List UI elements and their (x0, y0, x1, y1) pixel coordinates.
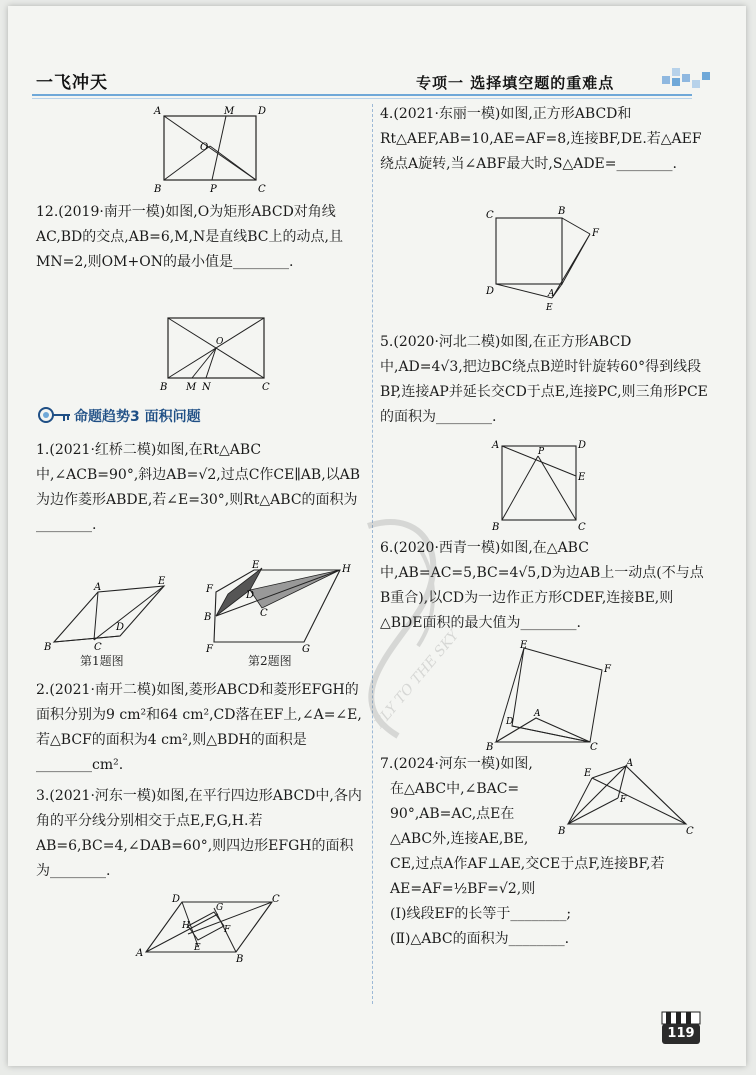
question-2-text: 2.(2021·南开二模)如图,菱形ABCD和菱形EFGH的面积分别为9 cm²和64 cm²,CD落在EF上,∠A=∠E,若△BCF的面积为4 cm²,则△BDH的面积是________cm². (36, 682, 362, 773)
svg-text:F: F (620, 795, 627, 805)
svg-text:H: H (342, 564, 351, 575)
svg-text:O: O (200, 142, 209, 153)
svg-text:E: E (194, 943, 201, 953)
question-1-text: 1.(2021·红桥二模)如图,在Rt△ABC中,∠ACB=90°,斜边AB=√2,过点C作CE∥AB,以AB为边作菱形ABDE,若∠E=30°,则Rt△ABC的面积为________. (36, 442, 361, 533)
svg-text:B: B (558, 206, 566, 217)
header-grid-icon (662, 68, 712, 94)
question-3-text: 3.(2021·河东一模)如图,在平行四边形ABCD中,各内角的平分线分别相交于点E,F,G,H.若AB=6,BC=4,∠DAB=60°,则四边形EFGH的面积为________. (36, 788, 362, 879)
question-7-part2: (Ⅱ)△ABC的面积为________. (390, 931, 570, 947)
svg-text:C: C (258, 184, 266, 195)
svg-text:E: E (584, 768, 592, 779)
svg-text:C: C (590, 742, 598, 753)
svg-text:F: F (206, 584, 213, 595)
svg-text:C: C (578, 522, 586, 533)
svg-text:H: H (182, 921, 190, 931)
svg-text:G: G (302, 644, 310, 655)
svg-text:D: D (506, 717, 514, 727)
svg-text:E: E (252, 560, 260, 571)
question-4 (380, 102, 714, 177)
topic-title: 专项一 选择填空题的重难点 (416, 74, 615, 92)
svg-text:F: F (224, 925, 231, 935)
svg-text:A: A (534, 709, 541, 719)
svg-text:O: O (216, 337, 224, 347)
svg-text:C: C (272, 894, 280, 905)
svg-text:FLY TO THE SKY: FLY TO THE SKY (371, 627, 463, 732)
figure-q1-rhombus (42, 576, 172, 652)
svg-text:E: E (578, 472, 586, 483)
header-rule-thin (32, 98, 692, 99)
svg-text:G: G (216, 903, 224, 913)
question-7-part1: (Ⅰ)线段EF的长等于________; (390, 906, 572, 922)
svg-text:C: C (486, 210, 494, 221)
svg-text:A: A (626, 758, 634, 769)
svg-text:A: A (154, 106, 162, 117)
svg-text:C: C (262, 382, 270, 393)
question-6-text: 6.(2020·西青一模)如图,在△ABC中,AB=AC=5,BC=4√5,D为边AB上一动点(不与点B重合),以CD为一边作正方形CDEF,连接BE,则△BDE面积的最大值为________. (380, 540, 704, 631)
figure-q4-square (482, 204, 612, 313)
svg-text:F: F (604, 664, 611, 675)
svg-text:F: F (206, 644, 213, 655)
question-7-line1: 7.(2024·河东一模)如图, (380, 756, 533, 772)
caption-figure-1: 第1题图 (80, 654, 124, 668)
svg-text:A: A (548, 289, 555, 299)
svg-text:A: A (94, 582, 102, 593)
question-12-text: 12.(2019·南开一模)如图,O为矩形ABCD对角线AC,BD的交点,AB=6,M,N是直线BC上的动点,且MN=2,则OM+ON的最小值是________. (36, 204, 343, 270)
question-5 (380, 330, 714, 430)
watermark-logo (308, 506, 488, 746)
svg-text:D: D (258, 106, 267, 117)
svg-text:D: D (246, 590, 255, 601)
question-7-line3: 90°,AB=AC,点E在 (390, 806, 515, 822)
page-header (8, 6, 746, 106)
question-7-line5: CE,过点A作AF⊥AE,交CE于点F,连接BF,若AE=AF=½BF=√2,则 (390, 856, 665, 897)
question-5-text: 5.(2020·河北二模)如图,在正方形ABCD中,AD=4√3,把边BC绕点B逆时针旋转60°得到线段BP,连接AP并延长交CD于点E,连接PC,则三角形PCE的面积为________. (380, 334, 708, 425)
svg-text:B: B (486, 742, 494, 753)
svg-text:B: B (44, 642, 52, 653)
svg-text:D: D (486, 286, 495, 297)
svg-text:P: P (210, 184, 217, 195)
svg-text:B: B (204, 612, 212, 623)
figure-q12-rectangle (158, 308, 278, 394)
svg-text:F: F (592, 228, 599, 239)
question-3 (36, 784, 362, 884)
figure-q3-parallelogram (132, 894, 282, 964)
svg-text:E: E (520, 640, 528, 651)
svg-text:E: E (546, 303, 553, 313)
svg-text:C: C (686, 826, 694, 837)
svg-text:B: B (236, 954, 244, 965)
key-icon (38, 404, 72, 426)
question-4-text: 4.(2021·东丽一模)如图,正方形ABCD和Rt△AEF,AB=10,AE=AF=8,连接BF,DE.若△AEF绕点A旋转,当∠ABF最大时,S△ADE=________. (380, 106, 702, 172)
svg-text:D: D (172, 894, 181, 905)
svg-text:A: A (492, 440, 500, 451)
section-title: 命题趋势3 面积问题 (74, 409, 201, 425)
header-rule (32, 94, 692, 96)
caption-figure-2: 第2题图 (248, 654, 292, 668)
question-12 (36, 200, 362, 275)
svg-text:B: B (154, 184, 162, 195)
svg-text:E: E (158, 576, 166, 587)
svg-text:A: A (136, 948, 144, 959)
svg-text:N: N (202, 382, 211, 393)
question-7-line2: 在△ABC中,∠BAC= (390, 781, 520, 797)
svg-text:P: P (538, 447, 545, 457)
brand-logo: 一飞冲天 (36, 73, 108, 93)
figure-q6-triangle (482, 642, 612, 752)
svg-text:C: C (260, 608, 268, 619)
svg-text:D: D (116, 622, 125, 633)
svg-text:M: M (224, 106, 235, 117)
svg-text:B: B (160, 382, 168, 393)
svg-text:D: D (578, 440, 587, 451)
figure-q7-triangle (556, 758, 696, 838)
question-7-line4: △ABC外,连接AE,BE, (390, 831, 529, 847)
svg-text:B: B (492, 522, 500, 533)
figure-q5-square (482, 438, 594, 533)
figure-prev-rectangle (148, 102, 278, 198)
page-number: 119 (662, 1024, 700, 1044)
svg-text:M: M (186, 382, 197, 393)
workbook-page (8, 6, 746, 1066)
svg-text:B: B (558, 826, 566, 837)
svg-text:C: C (94, 642, 102, 653)
